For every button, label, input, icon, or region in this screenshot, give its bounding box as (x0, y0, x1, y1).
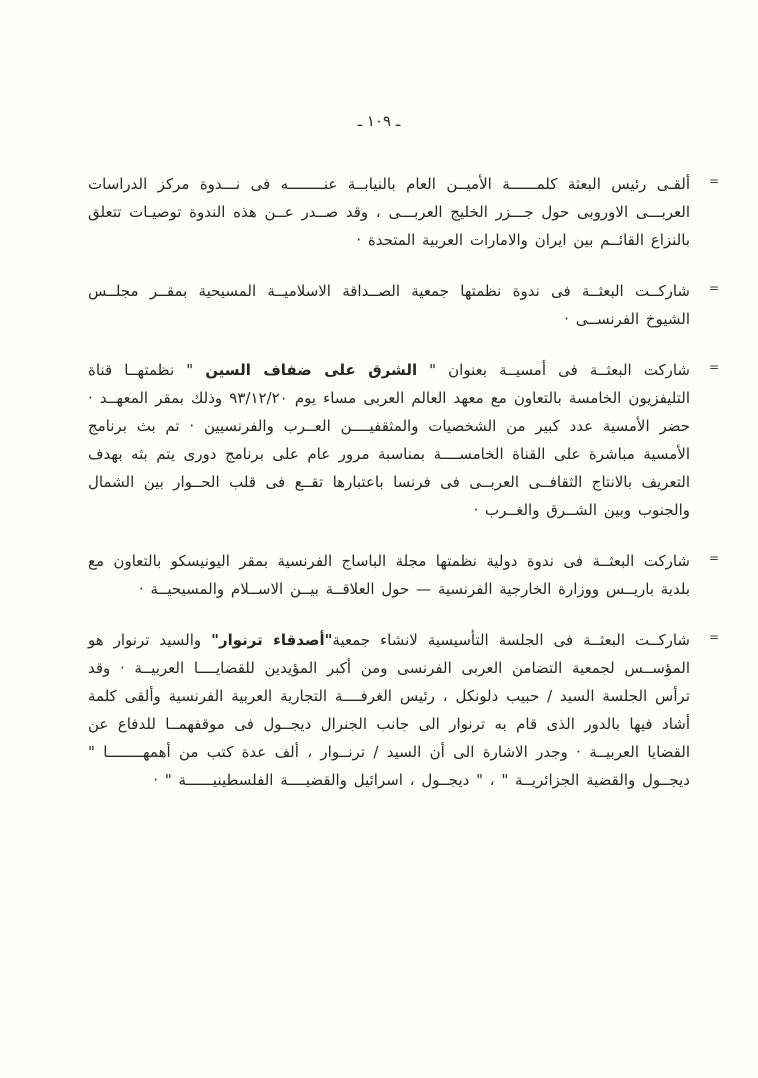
paragraph-text: شاركت البعثــة فى ندوة دولية نظمتها مجلة الباساج الفرنسية بمقر اليونيسكو بالتعاون مع بلدية باريــس ووزارة الخارجية الفرنسية — حول العلاقــة بيــن الاســلام والمسيحيــة · (88, 552, 690, 598)
page-number: ـ ١٠٩ ـ (357, 112, 401, 130)
bullet-marker: = (708, 551, 720, 565)
paragraph (88, 356, 724, 524)
paragraph-segment: شاركت البعثــة فى أمسيــة بعنوان " (417, 361, 690, 379)
paragraph-text: ألقـى رئيس البعثة كلمــــــة الأميــن العام بالنيابــة عنــــــــه فى نـــدوة مركز الدراسات العربـــى الاوروبى حول جـــزر الخليج العربـــى ، وقد صــدر عــن هذه الندوة توصيـات تتعلق بالنزاع القائــم بين ايران والامارات العربية المتحدة · (88, 175, 690, 249)
paragraph (88, 626, 724, 794)
paragraph-text (88, 626, 690, 794)
paragraph (88, 547, 724, 603)
paragraph-segment: شاركــت البعثــة فى الجلسة التأسيسية لانشاء جمعية (332, 631, 690, 649)
paragraph-segment-emphasis: الشرق على ضفاف السين (205, 361, 418, 379)
document-body (88, 170, 724, 817)
bullet-marker: = (708, 281, 720, 295)
paragraph-segment-emphasis: "أصدقاء ترنوار" (211, 631, 333, 649)
bullet-marker: = (708, 360, 720, 374)
paragraph (88, 170, 724, 254)
paragraph-segment: " نظمتهــا قناة التليفزيون الخامسة بالتعاون مع معهد العالم العربى مساء يوم ٩٣/١٢/٢٠ وذلك بمقر المعهــد · حضر الأمسية عدد كبير من الشخصيات والمثقفيــــن العــرب والفرنسيين · تم بث برنامج الأمسية مباشرة على القناة الخامســــة بمناسبة مرور عام على برنامج دورى يتم بثه بهدف التعريف بالانتاج الثقافــى العربــى فى فرنسا باعتبارها تقــع فى قلب الحــوار بين الشمال والجنوب وبين الشــرق والغــرب · (88, 361, 690, 519)
bullet-marker: = (708, 630, 720, 644)
paragraph-segment: والسيد ترنوار هو المؤســس لجمعية التضامن العربى الفرنسى ومن أكبر المؤيدين للقضايــــا العربيــة · وقد ترأس الجلسة السيد / حبيب دلونكل ، رئيس الغرفــــة التجارية العربية الفرنسية وألقى كلمة أشاد فيها بالدور الذى قام به ترنوار الى جانب الجنرال ديجــول فى موقفهمــا للدفاع عن القضايا العربيــة · وجدر الاشارة الى أن السيد / ترنــوار ، ألف عدة كتب من أهمهــــــــا " ديجــول والقضية الجزائريــة " ، " ديجــول ، اسرائيل والقضيــــة الفلسطينيــــــة " · (88, 631, 690, 789)
paragraph (88, 277, 724, 333)
paragraph-text: شاركــت البعثــة فى ندوة نظمتها جمعية الصــداقة الاسلاميــة المسيحية بمقــر مجلــس الشيوخ الفرنســى · (88, 282, 690, 328)
paragraph-text (88, 356, 690, 524)
bullet-marker: = (708, 174, 720, 188)
